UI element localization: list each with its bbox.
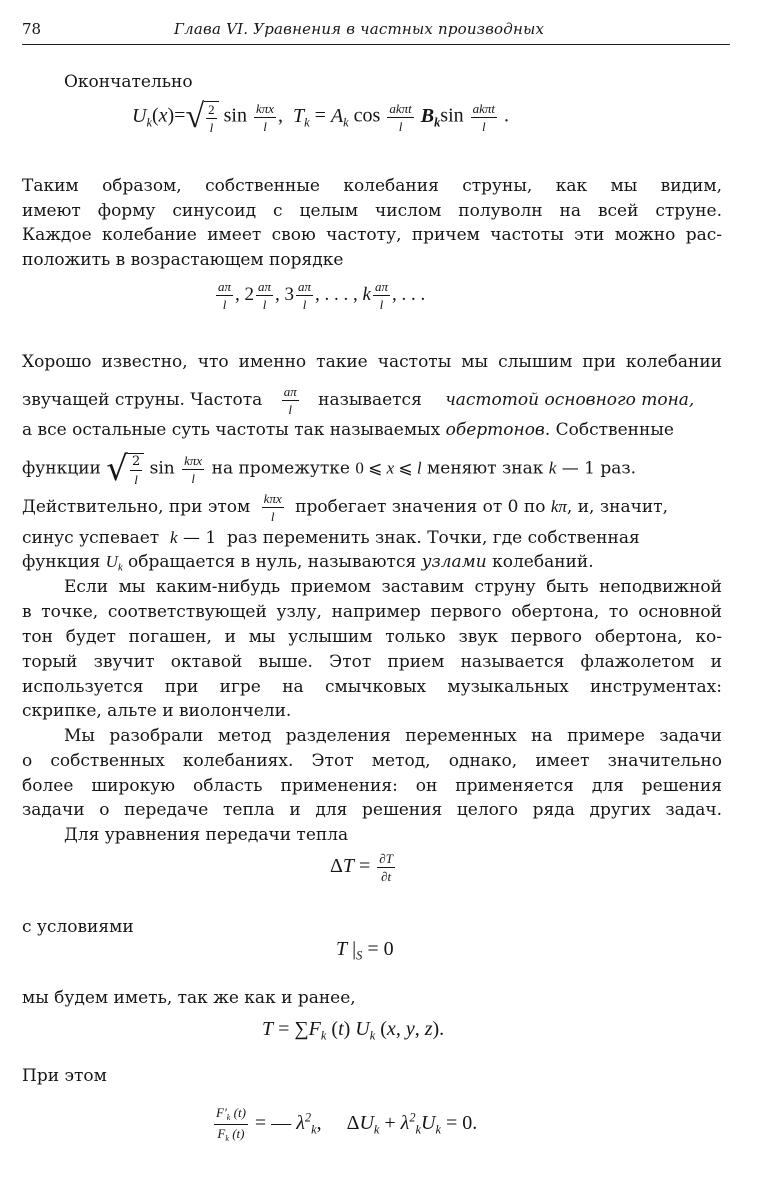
formula-fundamental-frequency: $\frac{a\pi}{l}$: [283, 384, 297, 417]
text-line: положить в возрастающем порядке: [22, 250, 344, 270]
text-line: При этом: [22, 1066, 107, 1086]
text-span: пробегает значения от 0 по: [295, 497, 546, 517]
formula-series: $T = \sum F_k$ (t) $U_k$ (x, y, z).: [262, 1018, 445, 1043]
text-line: мы будем иметь, так же как и ранее,: [22, 988, 356, 1008]
text-span: раз переменить знак. Точки, где собственная: [227, 528, 640, 548]
text-line: Для уравнения передачи тепла: [64, 825, 349, 845]
text-line: с условиями: [22, 917, 134, 937]
text-line: более широкую область применения: он применяется для решения: [22, 776, 722, 796]
text-span: называется: [318, 390, 422, 410]
text-line: синус успевает k — 1 раз переменить знак. Точки, где собственная: [22, 528, 640, 548]
term-nodes: узлами: [421, 552, 487, 572]
text-line: функции √ $\frac{2}{l}$ sin $\frac{\text{kπx}}{l}$ на промежутке 0 ⩽ x ⩽ l меняют знак k — 1 раз.: [22, 449, 637, 489]
running-head: Глава VI. Уравнения в частных производных: [174, 20, 545, 38]
text-line: Хорошо известно, что именно такие частоты мы слышим при колебании: [22, 352, 722, 372]
text-line: Окончательно: [64, 72, 193, 92]
formula-frequencies: $\frac{a\pi}{l}$ , 2 $\frac{a\pi}{l}$ , 3 $\frac{a\pi}{l}$ , . . . , k $\frac{a\pi}{l}$ , . . .: [218, 279, 426, 312]
text-line: задачи о передаче тепла и для решения целого ряда других задач.: [22, 800, 722, 820]
formula-sqrt: √ $\frac{2}{l}$: [106, 452, 144, 486]
text-line: Мы разобрали метод разделения переменных на примере задачи: [64, 726, 722, 746]
text-line: [22, 420, 722, 440]
text-span: функции: [22, 458, 101, 479]
text-span: а все остальные суть частоты так называемых: [22, 420, 441, 440]
text-span: , и, значит,: [566, 497, 668, 517]
text-span: Действительно, при этом: [22, 497, 251, 517]
text-line: имеют форму синусоид с целым числом полуволн на всей струне.: [22, 201, 722, 221]
text-span: функция: [22, 552, 101, 572]
text-span: колебаний.: [492, 552, 594, 572]
text-line: Если мы каким-нибудь приемом заставим струну быть неподвижной: [64, 577, 722, 597]
text-span: звучащей струны. Частота: [22, 390, 263, 410]
text-line: используется при игре на смычковых музыкальных инструментах:: [22, 677, 722, 697]
text-line: Каждое колебание имеет свою частоту, причем частоты эти можно рас-: [22, 225, 722, 245]
text-span: меняют знак: [427, 458, 544, 479]
text-line: торый звучит октавой выше. Этот прием называется флажолетом и: [22, 652, 722, 672]
text-span: обращается в нуль, называются: [128, 552, 417, 572]
text-span: на промежутке: [211, 458, 350, 479]
text-line: тон будет погашен, и мы услышим только звук первого обертона, ко-: [22, 627, 722, 647]
formula-boundary-condition: T $|_S = 0$: [336, 938, 394, 963]
text-span: раз.: [600, 458, 637, 479]
text-line: Действительно, при этом $\frac{\text{kπx}}{l}$ пробегает значения от 0 по kπ, и, значит,: [22, 491, 668, 524]
text-line: скрипке, альте и виолончели.: [22, 701, 292, 721]
formula-eigenfunctions: $U_k(x)=√$ $\frac{2}{l}$ sin $\frac{\text{kπx}}{l}$ , $T_k = A_k$ cos $\frac{\text{akπt}}{l}$ $B_k\sin$ $\frac{\text{akπt}}{l}$ .: [132, 98, 510, 135]
text-line: в точке, соответствующей узлу, например первого обертона, то основной: [22, 602, 722, 622]
term-overtones: обертонов: [445, 420, 545, 440]
text-span: синус успевает: [22, 528, 160, 548]
page-number: 78: [22, 20, 42, 38]
page-header: [22, 18, 730, 45]
term-fundamental-tone: частотой основного тона,: [445, 390, 695, 410]
text-line: Таким образом, собственные колебания струны, как мы видим,: [22, 176, 722, 196]
text-line: функция $U_k$ обращается в нуль, называются узлами колебаний.: [22, 552, 594, 574]
formula-separated-equations: $\frac{F'_k (t)}{F_k (t)}$ = — $\lambda^2_k$, $\Delta U_k + \lambda^2_kU_k = 0$.: [216, 1105, 478, 1143]
text-span: . Собственные: [544, 420, 674, 440]
text-line: о собственных колебаниях. Этот метод, однако, имеет значительно: [22, 751, 722, 771]
text-line: [22, 385, 722, 416]
formula-heat-equation: ΔT = $\frac{\partial T}{\partial t}$: [330, 851, 393, 884]
